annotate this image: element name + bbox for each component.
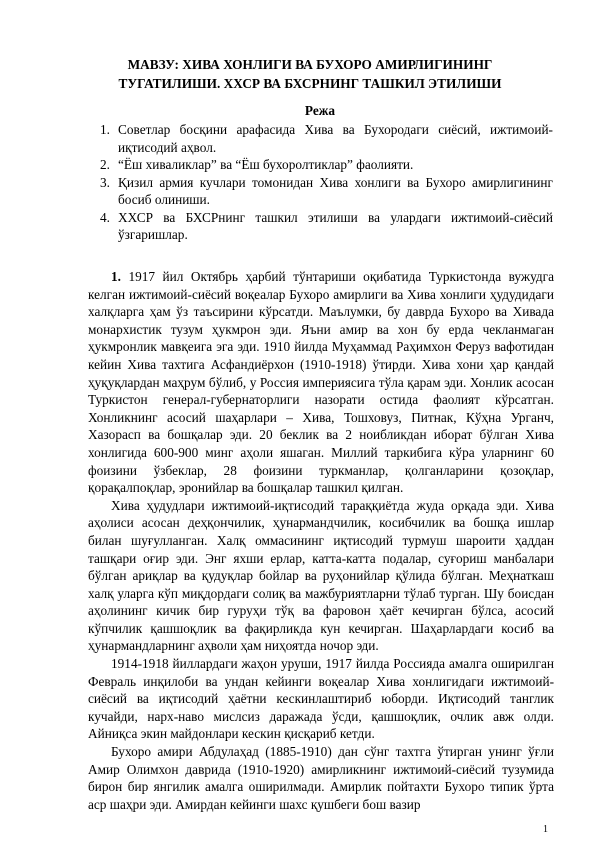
plan-item-number: 4.: [100, 209, 110, 225]
plan-item: [100, 156, 553, 174]
body-text: [88, 268, 554, 813]
plan-item: [100, 121, 553, 156]
title-line-1: МАВЗУ: ХИВА ХОНЛИГИ ВА БУХОРО АМИРЛИГИНИНГ: [127, 57, 493, 72]
plan-item: [100, 209, 553, 244]
plan-list: [100, 121, 553, 244]
plan-item: [100, 174, 553, 209]
plan-item-number: 3.: [100, 174, 110, 190]
paragraph-2: Хива ҳудудлари ижтимоий-иқтисодий тараққиётда жуда орқада эди. Хива аҳолиси асосан деҳқончилик, ҳунармандчилик, косибчилик ва бошқа ишлар билан шуғулланган. Халқ оммасининг иқтисодий турмуш шароити ҳаддан ташқари оғир эди. Энг яхши ерлар, катта-катта подалар, суғориш манбалари бўлган ариқлар ва қудуқлар бойлар ва руҳонийлар қўлида бўлган. Меҳнаткаш халқ уларга кўп миқдордаги солиқ ва мажбуриятларни тўлаб турган. Шу боисдан аҳолининг кичик бир гуруҳи тўқ ва фаровон ҳаёт кечирган бўлса, асосий кўпчилик қашшоқлик ва фақирликда кун кечирган. Шаҳарлардаги косиб ва ҳунармандларнинг аҳволи ҳам ниҳоятда ночор эди.: [88, 497, 554, 654]
paragraph-1-text: 1917 йил Октябрь ҳарбий тўнтариши оқибатида Туркистонда вужудга келган ижтимоий-сиёсий воқеалар Бухоро амирлиги ва Хива хонлиги ҳудудидаги халқларга ҳам ўз таъсирини кўрсатди. Маълумки, бу даврда Бухоро ва Хивада монархистик тузум ҳукмрон эди. Яъни амир ва хон бу ерда чекланмаган ҳукмронлик мавқеига эга эди. 1910 йилда Муҳаммад Раҳимхон Феруз вафотидан кейин Хива тахтига Асфандиёрхон (1910-1918) ўтирди. Хива хони ҳар қандай ҳуқуқлардан маҳрум бўлиб, у Россия империясига тўла қарам эди. Хонлик асосан Туркистон генерал-губернаторлиги назорати остида фаолият кўрсатган. Хонликнинг асосий шаҳарлари – Хива, Тошховуз, Питнак, Кўҳна Урганч, Хазорасп ва бошқалар эди. 20 беклик ва 2 ноибликдан иборат бўлган Хива хонлигида 600-900 минг аҳоли яшаган. Миллий таркибига кўра уларнинг 60 фоизини ўзбеклар, 28 фоизини туркманлар, қолганларини қозоқлар, қорақалпоқлар, эронийлар ва бошқалар ташкил қилган.: [88, 269, 554, 496]
title-line-2: ТУГАТИЛИШИ. ХХСР ВА БХСРНИНГ ТАШКИЛ ЭТИЛИШИ: [118, 76, 502, 91]
paragraph-1: [88, 268, 554, 497]
section-number: 1.: [111, 269, 121, 284]
paragraph-4: Бухоро амири Абдулаҳад (1885-1910) дан сўнг тахтга ўтирган унинг ўғли Амир Олимхон даврида (1910-1920) амирликнинг ижтимоий-сиёсий тузумида бирон бир янгилик амалга оширилмади. Амирлик пойтахти Бухоро типик ўрта аср шаҳри эди. Амирдан кейинги шахс қушбеги бош вазир: [88, 744, 554, 812]
plan-item-text: Советлар босқини арафасида Хива ва Бухородаги сиёсий, ижтимоий-иқтисодий аҳвол.: [118, 122, 553, 155]
plan-item-text: Қизил армия кучлари томонидан Хива хонлиги ва Бухоро амирлигининг босиб олиниши.: [118, 174, 553, 207]
plan-item-number: 2.: [100, 157, 110, 172]
paragraph-3: 1914-1918 йиллардаги жаҳон уруши, 1917 йилда Россияда амалга оширилган Февраль инқилоби ва ундан кейинги воқеалар Хива хонлигидаги ижтимоий-сиёсий ва иқтисодий ҳаётни кескинлаштириб юборди. Иқтисодий танглик кучайди, нарх-наво мислсиз даражада ўсди, қашшоқлик, очлик авж олди. Айниқса экин майдонлари кескин қисқариб кетди.: [88, 656, 554, 742]
document-title: [90, 55, 530, 93]
plan-item-text: ХХСР ва БХСРнинг ташкил этилиши ва улардаги ижтимоий-сиёсий ўзгаришлар.: [118, 209, 553, 242]
page-number: 1: [543, 824, 548, 835]
plan-item-text: “Ёш хиваликлар” ва “Ёш бухоролтиклар” фаолияти.: [118, 157, 414, 172]
plan-heading: Режа: [304, 103, 336, 118]
plan-item-number: 1.: [100, 122, 110, 137]
